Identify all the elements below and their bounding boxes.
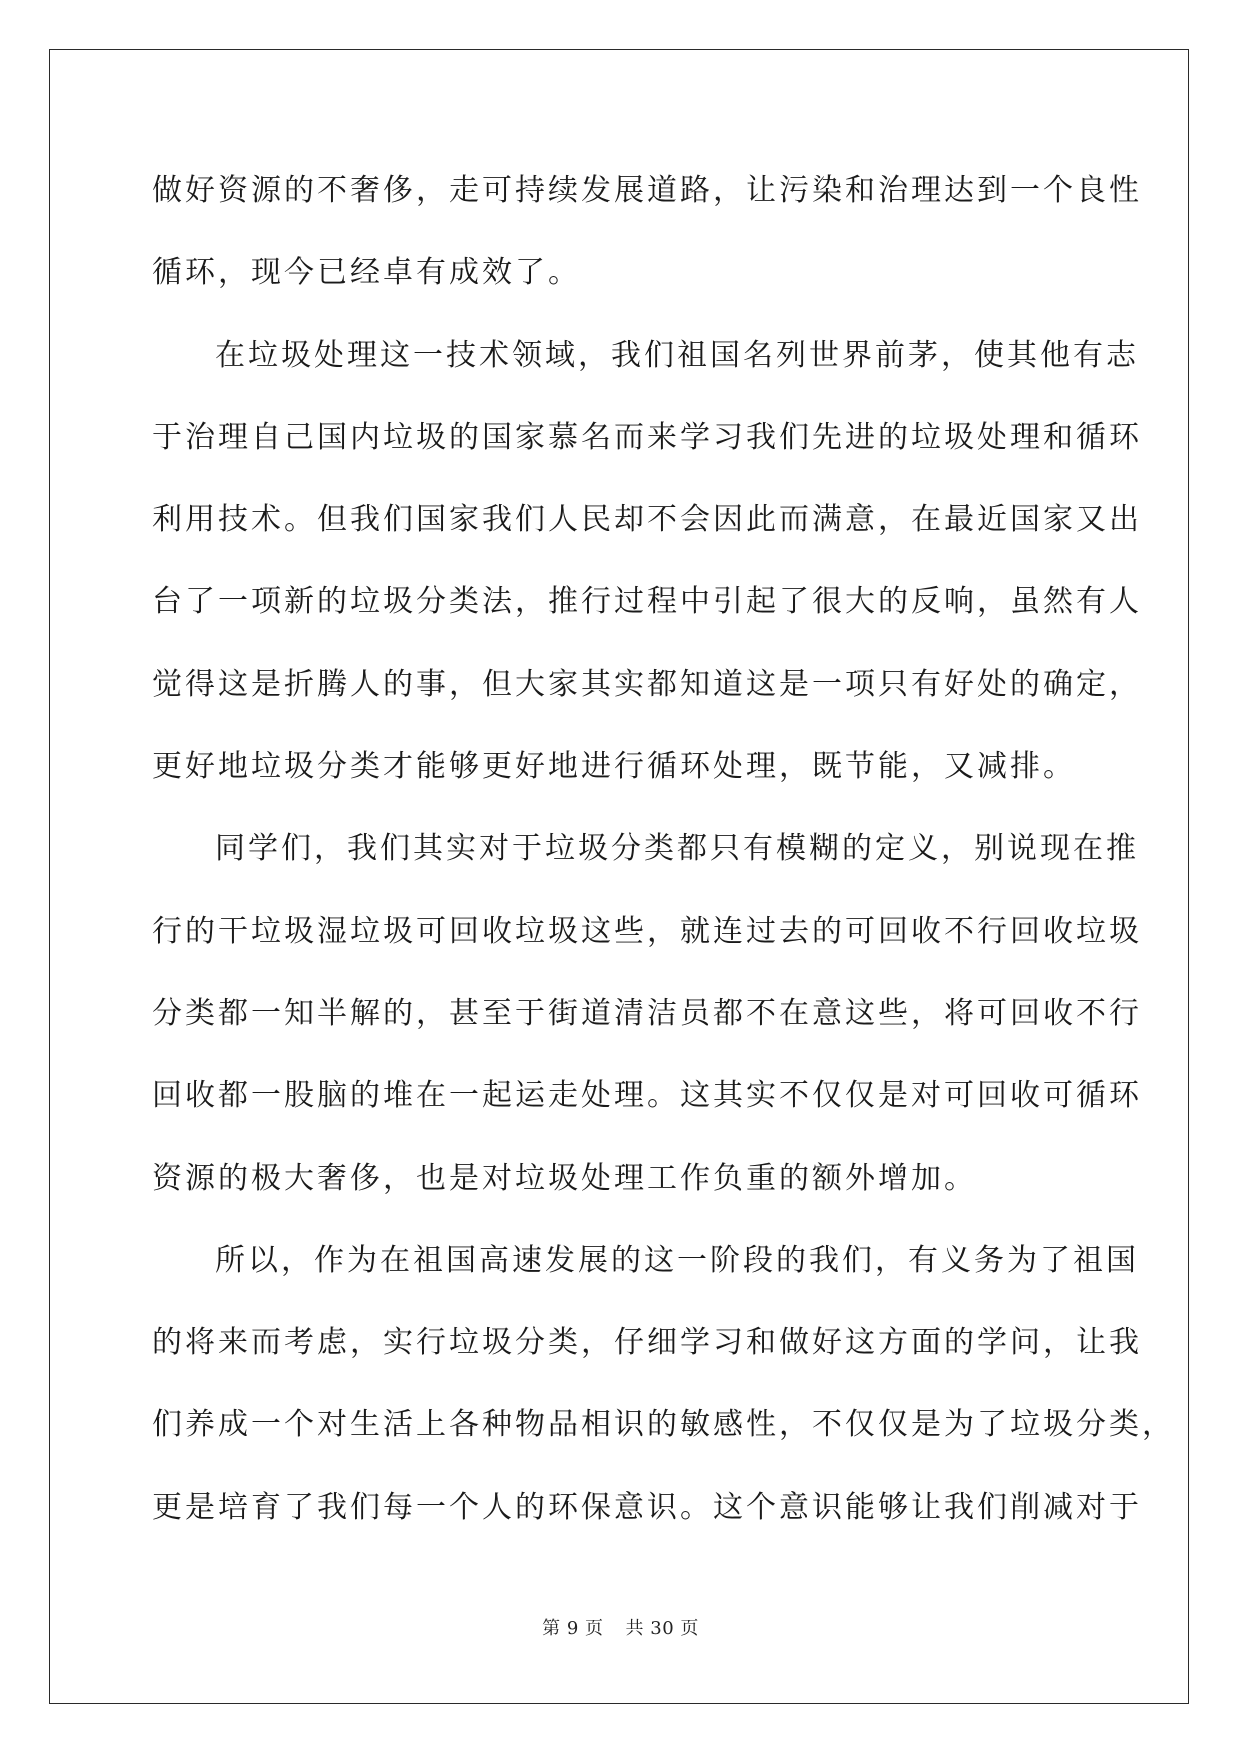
text-line: 更好地垃圾分类才能够更好地进行循环处理，既节能，又减排。 <box>152 749 1076 785</box>
text-line: 资源的极大奢侈，也是对垃圾处理工作负重的额外增加。 <box>152 1160 977 1196</box>
text-line: 做好资源的不奢侈，走可持续发展道路，让污染和治理达到一个良性 <box>152 173 1142 208</box>
text-line: 利用技术。但我们国家我们人民却不会因此而满意，在最近国家又出 <box>152 502 1142 538</box>
text-line: 台了一项新的垃圾分类法，推行过程中引起了很大的反响，虽然有人 <box>152 584 1142 620</box>
paragraph-first-line: 同学们，我们其实对于垃圾分类都只有模糊的定义，别说现在推 <box>215 831 1139 867</box>
text-line: 于治理自己国内垃圾的国家慕名而来学习我们先进的垃圾处理和循环 <box>152 419 1142 455</box>
text-line: 的将来而考虑，实行垃圾分类，仔细学习和做好这方面的学问，让我 <box>152 1325 1142 1361</box>
text-line: 分类都一知半解的，甚至于街道清洁员都不在意这些，将可回收不行 <box>152 995 1142 1031</box>
text-line: 们养成一个对生活上各种物品相识的敏感性，不仅仅是为了垃圾分类， <box>152 1407 1175 1443</box>
paragraph-first-line: 所以，作为在祖国高速发展的这一阶段的我们，有义务为了祖国 <box>215 1242 1139 1278</box>
page-number: 第 9 页 <box>542 1618 604 1639</box>
text-line: 循环，现今已经卓有成效了。 <box>152 255 581 291</box>
text-line: 觉得这是折腾人的事，但大家其实都知道这是一项只有好处的确定， <box>152 666 1142 702</box>
paragraph-first-line: 在垃圾处理这一技术领域，我们祖国名列世界前茅，使其他有志 <box>215 337 1139 373</box>
text-line: 行的干垃圾湿垃圾可回收垃圾这些，就连过去的可回收不行回收垃圾 <box>152 913 1142 949</box>
text-line: 回收都一股脑的堆在一起运走处理。这其实不仅仅是对可回收可循环 <box>152 1078 1142 1114</box>
page-total: 共 30 页 <box>625 1618 699 1639</box>
page-footer <box>0 1614 1241 1640</box>
document-body <box>152 164 1175 1563</box>
text-line: 更是培育了我们每一个人的环保意识。这个意识能够让我们削减对于 <box>152 1489 1142 1525</box>
